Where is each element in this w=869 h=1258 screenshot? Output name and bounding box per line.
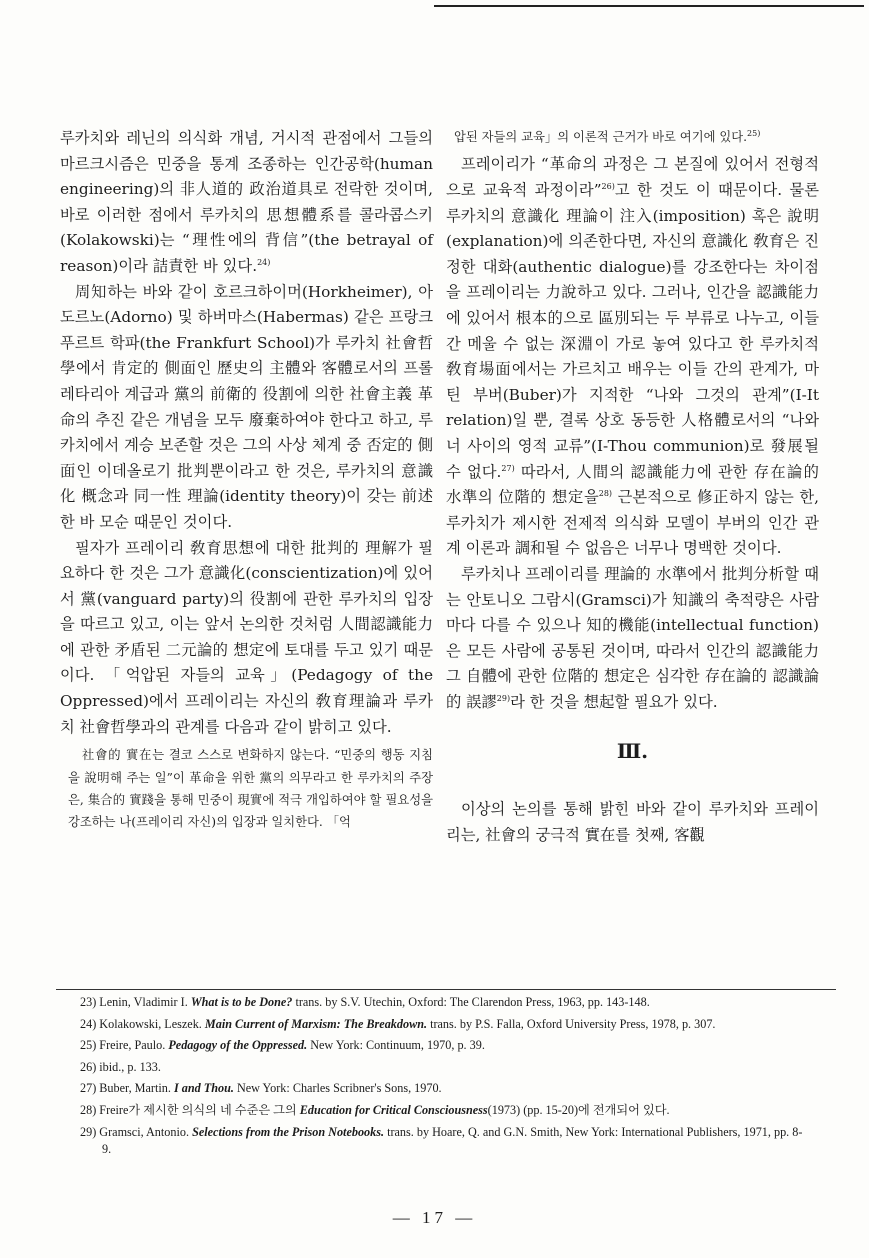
footnote: 23) Lenin, Vladimir I. What is to be Done? trans. by S.V. Utechin, Oxford: The Clarendon Press, 1963, pp. 143-148. <box>80 995 650 1009</box>
footnote: 28) Freire가 제시한 의식의 네 수준은 그의 Education for Critical Consciousness(1973) (pp. 15-20)에 전개되어 있다. <box>80 1102 670 1117</box>
footnote-rule <box>56 989 836 990</box>
footnote-ref: 29) <box>496 693 511 703</box>
paragraph: 프레이리가 “革命의 과정은 그 본질에 있어서 전형적으로 교육적 과정이라”$^{26)}$고 한 것도 이 때문이다. 물론 루카치의 意識化 理論이 注入(imposition) 혹은 說明(explanation)에 의존한다면, 자신의 意識化 敎育은 진정한 대화(authentic dialogue)를 강조한다는 차이점을 프레이리는 力說하고 있다. 그러나, 인간을 認識能力에 있어서 根本的으로 區別되는 두 부류로 나누고, 이들간 메울 수 없는 深淵이 가로 놓여 있다고 한 루카치적 敎育場面에서는 가르치고 배우는 이들 간의 관계가, 마틴 부버(Buber)가 지적한 “나와 그것의 관계”(I-It relation)일 뿐, 결록 상호 동등한 人格體로서의 “나와 너 사이의 영적 교류”(I-Thou communion)로 發展될 수 없다.$^{27)}$ 따라서, 人間의 認識能力에 관한 存在論的 水準의 位階的 想定을$^{28)}$ 근본적으로 修正하지 않는 한, 루카치가 제시한 전제적 의식화 모델이 부버의 인간 관계 이론과 調和될 수 없음은 너무나 명백한 것이다. <box>446 155 819 558</box>
footnote-ref: 25) <box>747 128 761 138</box>
footnote: 25) Freire, Paulo. Pedagogy of the Oppressed. New York: Continuum, 1970, p. 39. <box>80 1038 485 1053</box>
right-column <box>446 126 819 848</box>
footnote: 29) Gramsci, Antonio. Selections from the Prison Notebooks. trans. by Hoare, Q. and G.N. Smith, New York: International Publishers, 1971, pp. 8-9. <box>80 1124 803 1157</box>
paragraph: 루카치나 프레이리를 理論的 水準에서 批判分析할 때는 안토니오 그람시(Gramsci)가 知識의 축적량은 사람마다 다를 수 있으나 知的機能(intellectual function)은 모든 사람에 공통된 것이며, 따라서 인간의 認識能力 그 自體에 관한 位階的 想定은 심각한 存在論的 認識論的 誤謬$^{29)}$라 한 것을 想起할 필요가 있다. <box>446 564 819 711</box>
footnote: 26) ibid., p. 133. <box>80 1059 161 1074</box>
paragraph: 周知하는 바와 같이 호르크하이머(Horkheimer), 아도르노(Adorno) 및 하버마스(Habermas) 같은 프랑크푸르트 학파(the Frankfurt School)가 루카치 社會哲學에서 肯定的 側面인 歷史의 主體와 客體로서의 프롤레타리아 계급과 黨의 前衛的 役割에 의한 社會主義 革命의 추진 같은 개념을 모두 廢棄하여야 한다고 하고, 루카치에서 계승 보존할 것은 그의 사상 체계 중 否定的 側面인 이데올로기 批判뿐이라고 한 것은, 루카치의 意識化 概念과 同一性 理論(identity theory)이 갖는 前述한 바 모순 때문인 것이다. <box>60 282 433 531</box>
top-rule <box>434 5 864 7</box>
footnote: 27) Buber, Martin. I and Thou. New York: Charles Scribner's Sons, 1970. <box>80 1081 442 1096</box>
footnote-ref: 26) <box>601 181 615 191</box>
block-quote-end: 압된 자들의 교육」의 이론적 근거가 바로 여기에 있다.$^{25)}$ <box>454 128 761 144</box>
footnote-ref: 24) <box>257 257 271 267</box>
section-heading: Ⅲ. <box>616 739 649 764</box>
footnote-ref: 27) <box>501 463 515 473</box>
paragraph: 필자가 프레이리 敎育思想에 대한 批判的 理解가 필요하다 한 것은 그가 意識化(conscientization)에 있어서 黨(vanguard party)의 役割에 관한 루카치의 입장을 따르고 있고, 이는 앞서 논의한 것처럼 人間認識能力에 관한 矛盾된 二元論的 想定에 토대를 두고 있기 때문이다. 「억압된 자들의 교육」(Pedagogy of the Oppressed)에서 프레이리는 자신의 敎育理論과 루카치 社會哲學과의 관계를 다음과 같이 밝히고 있다. <box>60 538 433 736</box>
left-column <box>60 126 433 834</box>
footnotes <box>80 994 810 1163</box>
paragraph: 이상의 논의를 통해 밝힌 바와 같이 루카치와 프레이리는, 社會의 궁극적 實在를 첫째, 客觀 <box>446 800 819 844</box>
block-quote: 社會的 實在는 결코 스스로 변화하지 않는다. “민중의 행동 지침을 說明해 주는 일”이 革命을 위한 黨의 의무라고 한 루카치의 주장은, 集合的 實踐을 통해 민중이 現實에 적극 개입하여야 할 필요성을 강조하는 나(프레이리 자신)의 입장과 일치한다. 「억 <box>68 748 433 830</box>
page-number: — 17 — <box>392 1208 477 1227</box>
paragraph: 루카치와 레닌의 의식화 개념, 거시적 관점에서 그들의 마르크시즘은 민중을 통계 조종하는 인간공학(human engineering)의 非人道的 政治道具로 전락한 것이며, 바로 이러한 점에서 루카치의 思想體系를 콜라콥스키(Kolakowski)는 “理性에의 背信”(the betrayal of reason)이라 詰責한 바 있다.$^{24)}$ <box>60 129 433 275</box>
footnote-ref: 28) <box>598 489 613 499</box>
footnote: 24) Kolakowski, Leszek. Main Current of Marxism: The Breakdown. trans. by P.S. Falla, Oxford University Press, 1978, p. 307. <box>80 1016 716 1031</box>
